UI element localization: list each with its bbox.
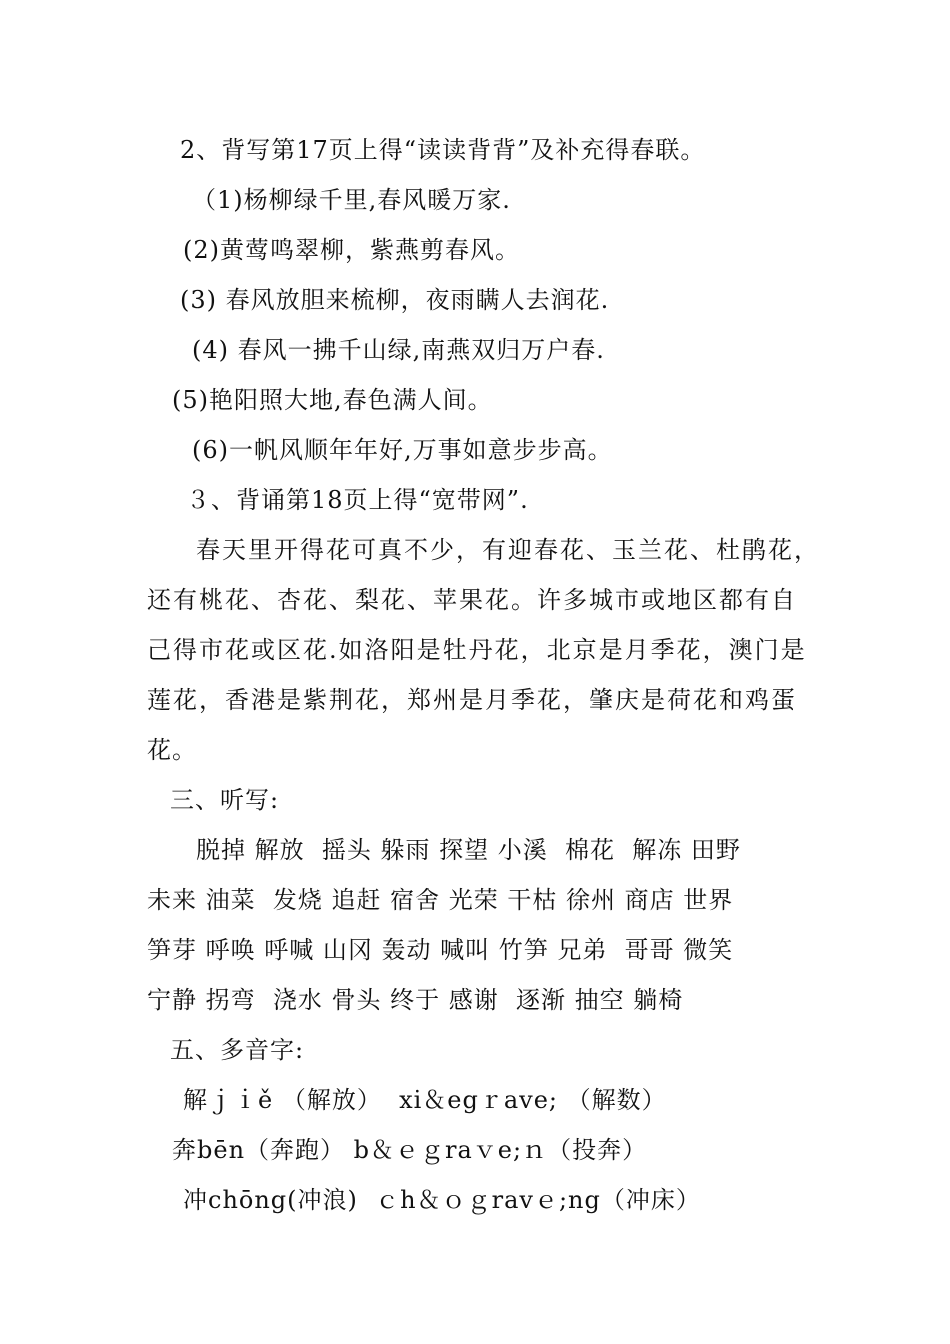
dictation-row-3: 笋芽 呼唤 呼喊 山冈 轰动 喊叫 竹笋 兄弟 哥哥 微笑: [147, 936, 734, 964]
dictation-row-2: 未来 油菜 发烧 追赶 宿舍 光荣 干枯 徐州 商店 世界: [147, 886, 734, 914]
section-polyphone-heading: 五、多音字:: [170, 1036, 305, 1064]
couplet-3: (3) 春风放胆来梳柳，夜雨瞒人去润花.: [180, 286, 610, 314]
paragraph-line-3: 己得市花或区花.如洛阳是牡丹花，北京是月季花，澳门是: [147, 636, 807, 664]
polyphone-jie: 解ｊｉě （解放） xi＆egｒave; （解数）: [183, 1086, 667, 1114]
polyphone-chong: 冲chōng(冲浪) ｃh＆ｏｇravｅ;ng（冲床）: [183, 1186, 701, 1214]
couplet-4: (4) 春风一拂千山绿,南燕双归万户春.: [192, 336, 605, 364]
paragraph-line-2: 还有桃花、杏花、梨花、苹果花。许多城市或地区都有自: [147, 586, 797, 614]
couplet-1: （1)杨柳绿千里,春风暖万家.: [192, 186, 511, 214]
couplet-5: (5)艳阳照大地,春色满人间。: [172, 386, 493, 414]
dictation-row-4: 宁静 拐弯 浇水 骨头 终于 感谢 逐渐 抽空 躺椅: [147, 986, 684, 1014]
recite-task-2: 2、背写第17页上得“读读背背”及补充得春联。: [180, 136, 706, 164]
paragraph-line-4: 莲花，香港是紫荆花，郑州是月季花，肇庆是荷花和鸡蛋: [147, 686, 797, 714]
paragraph-line-1: 春天里开得花可真不少，有迎春花、玉兰花、杜鹃花，: [196, 536, 820, 564]
section-dictation-heading: 三、听写:: [170, 786, 280, 814]
paragraph-line-5: 花。: [147, 736, 197, 764]
polyphone-ben: 奔bēn（奔跑） b＆ｅｇraｖe;ｎ（投奔）: [172, 1136, 648, 1164]
dictation-row-1: 脱掉 解放 摇头 躲雨 探望 小溪 棉花 解冻 田野: [196, 836, 741, 864]
recite-task-3: ３、背诵第18页上得“宽带网”.: [186, 486, 529, 514]
couplet-2: (2)黄莺鸣翠柳，紫燕剪春风。: [183, 236, 520, 264]
couplet-6: (6)一帆风顺年年好,万事如意步步高。: [192, 436, 613, 464]
